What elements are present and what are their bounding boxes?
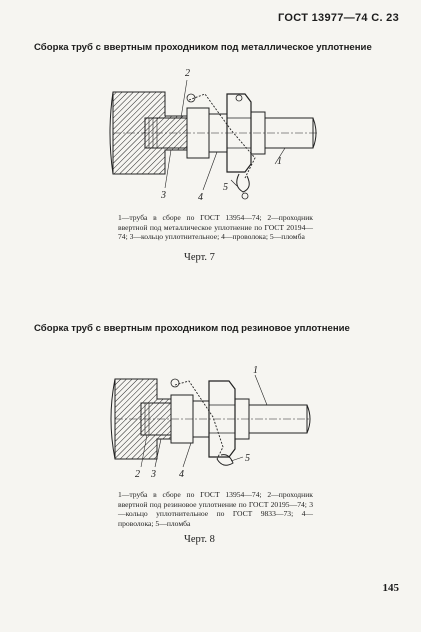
figure7-title: Сборка труб с ввертным проходником под металлическое уплотнение — [34, 42, 372, 53]
figure8-drawing — [105, 355, 325, 483]
figure7-caption: 1—труба в сборе по ГОСТ 13954—74; 2—проходник ввертной под металлическое уплотнение по ГОСТ 20194—74; 3—кольцо уплотнительное; 4—проволока; 5—пломба — [118, 213, 313, 242]
figure8-label: Черт. 8 — [184, 534, 215, 545]
figure8-callout-1: 1 — [253, 365, 258, 376]
figure8-callout-2: 2 — [135, 469, 140, 480]
figure8-callout-3: 3 — [151, 469, 156, 480]
figure7-callout-2: 2 — [185, 68, 190, 79]
figure7-callout-1: 1 — [277, 156, 282, 167]
figure7-drawing — [105, 58, 325, 208]
page-header: ГОСТ 13977—74 С. 23 — [278, 12, 399, 24]
figure7-label: Черт. 7 — [184, 252, 215, 263]
figure8-title: Сборка труб с ввертным проходником под резиновое уплотнение — [34, 323, 350, 334]
page-number: 145 — [382, 582, 399, 594]
figure7-callout-5: 5 — [223, 182, 228, 193]
figure7-callout-4: 4 — [198, 192, 203, 203]
figure8-callout-5: 5 — [245, 453, 250, 464]
figure8-caption: 1—труба в сборе по ГОСТ 13954—74; 2—проходник ввертной под резиновое уплотнение по ГОСТ 20195—74; 3—кольцо уплотнительное по ГОСТ 9833—73; 4—проволока; 5—пломба — [118, 490, 313, 528]
figure7-callout-3: 3 — [161, 190, 166, 201]
figure8-callout-4: 4 — [179, 469, 184, 480]
